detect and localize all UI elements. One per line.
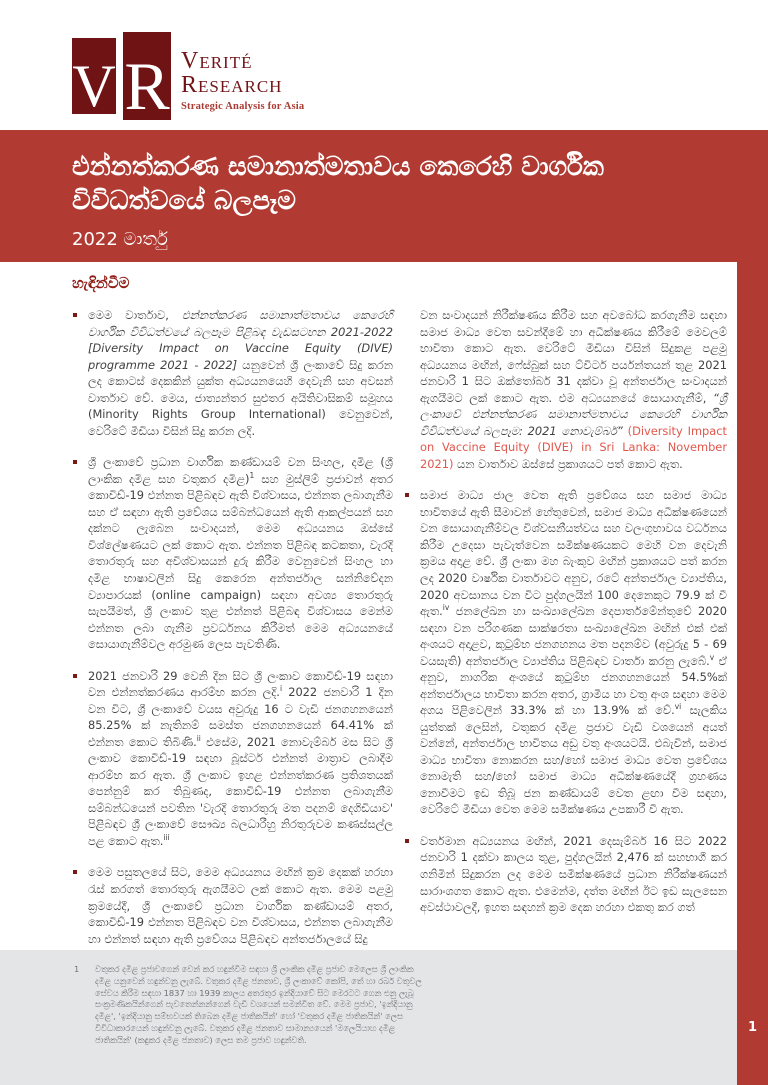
bullet-marker (405, 839, 409, 843)
logo-square-v (72, 38, 116, 119)
body-text: එසේම, 2021 නොවැම්බර් මස සිට ශ්‍රී ලංකාව කොවිඩ්-19 සඳහා බූස්ටර් එන්නත් මාත්‍රාව ලබාදීම ආරම්භ කර ඇත. ශ්‍රී ලංකාව ඉහළ එන්නත්කරණ ප්‍රතිශතයක් පෙන්නුම් කර තිබුණද, කොවිඩ්-19 එන්නත ලබාගැනීම සම්බන්ධයෙන් පවතින 'වැරදි තොරතුරු මත පදනම් දෙගිඩියාව' පිළිබඳව ශ්‍රී ලංකාවේ සෞඛ්‍ය බලධාරීහු නිරතුරුවම කණස්සල්ල පළ කොට ඇත. (88, 734, 393, 848)
body-text: ශ්‍රී ලංකාවේ ප්‍රධාන වාර්ගික කණ්ඩායම් වන සිංහල, දමිළ (ශ්‍රී ලාංකික දමිළ සහ වතුකර දමිළ) (88, 455, 393, 486)
logo-letter-r: R (124, 48, 170, 124)
body-text: ජනලේඛන හා සංඛ්‍යාලේඛන දෙපාර්තමේන්තුවේ 2020 සඳහා වන පරිගණක සාක්ෂරතා සංඛ්‍යාලේඛන මඟින් එක් එක් අංශයට අදාළව, කුටුම්භ ජනගහනය මත පදනම්ව (අවුරුදු 5 - 69 වයසැති) අන්තර්ජාල ව්‍යාප්තිය පිළිබඳව වාර්තා කරනු ලැබේ. (420, 604, 727, 668)
report-link[interactable]: (Diversity Impact on Vaccine Equity (DIVE) in Sri Lanka: November 2021) (420, 423, 727, 471)
endnote-reference: ii (196, 733, 201, 743)
body-text: 2021 ජනවාරි 29 වෙනි දින සිට ශ්‍රී ලංකාව කොවිඩ්-19 සඳහා වන එන්නත්කරණය ආරම්භ කරන ලදි. (88, 668, 393, 700)
body-text: මෙම පසුතලයේ සිට, මෙම අධ්‍යයනය මඟින් ක්‍රම දෙකක් හරහා රැස් කරගත් තොරතුරු ඇගයීමට ලක් කොට ඇත. මෙම පළමු ක්‍රමයේදී, ශ්‍රී ලංකාවේ ප්‍රධාන වාර්ගික කණ්ඩායම් අතර, කොවිඩ්-19 එන්නත පිළිබඳව වන විශ්වාසය, එන්නත ලබාගැනීම හා එන්නත් සඳහා ඇති ප්‍රවේශය පිළිබඳව අන්තර්ජාලයේ සිදු (88, 865, 393, 946)
report-date: 2022 මාර්තු (72, 228, 168, 250)
body-text: සමාජ මාධ්‍ය ජාල වෙත ඇති ප්‍රවේශය සහ සමාජ මාධ්‍ය භාවිතයේ ඇති සීමාවන් හේතුවෙන්, සමාජ මාධ්‍ය අධීක්ෂණයෙන් වන සොයාගැනීම්වල විශ්වසනීයත්වය සහ වලංගුභාවය වර්ධනය කිරීම උදෙසා පැවැත්වෙන සමීක්ෂණයකට මෙහි වන දෙවැනි ක්‍රමය අදාළ වේ. ශ්‍රී ලංකා මහ බැංකුව මඟින් ප්‍රකාශයට පත් කරන ලද 2020 වාර්ෂික වාර්තාවට අනුව, රටේ අන්තර්ජාල ව්‍යාප්තිය, 2020 අවසානය වන විට පුද්ගලයින් 100 දෙනෙකුට 79.9 ක් වී ඇත. (420, 488, 727, 619)
bullet-paragraph (404, 487, 727, 818)
left-column (72, 307, 393, 962)
logo-square-r (123, 32, 171, 124)
logo-tagline: Strategic Analysis for Asia (181, 101, 305, 113)
body-text: යනුවෙන් ශ්‍රී ලංකාවේ සිදු කරන ලද කොටස් දෙකකින් යුක්ත අධ්‍යයනයෙහි දෙවැනි සහ අවසන් වාර්තාව වේ. මෙය, ජාත්‍යන්තර සුළුතර අයිතිවාසිකම් සමූහය (Minority Rights Group International) වෙනුවෙන්, වෙරිටේ මීඩියා විසින් සිදු කරන ලදි. (88, 357, 393, 438)
bullet-paragraph (404, 833, 727, 916)
logo-letter-v: V (72, 53, 116, 119)
bullet-marker (73, 460, 77, 464)
right-column (404, 307, 727, 962)
page-number: 1 (747, 1020, 758, 1035)
report-title (72, 151, 708, 219)
footnote (74, 964, 426, 1046)
bullet-paragraph (72, 454, 393, 652)
body-text: සැලකිය යුත්තක් ලෙසින්, වතුකර දමිළ ප්‍රජාව වැඩි වශයෙන් අයත් වන්නේ, අන්තර්ජාල භාවිතය අඩු වතු අංශයටයි. එබැවින්, සමාජ මාධ්‍ය භාවිතා නොකරන සහ/හෝ සමාජ මාධ්‍ය වෙත ප්‍රවේශය නොමැති සහ/හෝ සමාජ මාධ්‍ය අධීක්ෂණයේදී ග්‍රහණය නොවීමට ඉඩ තිබූ ජන කණ්ඩායම් වෙත ළඟා වීම සඳහා, වෙරිටේ මීඩියා වෙත මෙම සමීක්ෂණය උපකාරී වී ඇත. (420, 703, 728, 817)
body-text: මෙම වාර්තාව, (88, 308, 182, 322)
verite-research-logo (72, 32, 305, 124)
report-title-line2: විවිධත්වයේ බලපෑම (72, 185, 296, 216)
logo-text (181, 32, 304, 112)
logo-name-line2: Research (181, 71, 283, 98)
bullet-paragraph (72, 668, 393, 850)
body-text: 2022 ජනවාරි 1 දින වන විට, ශ්‍රී ලංකාවේ වයස අවුරුදු 16 ට වැඩි ජනගහනයෙන් 85.25% ක් නැතිනම් සමස්ත ජනගහනයෙන් 64.41% ක් එන්නත කොට තිබිණි. (88, 685, 393, 749)
bullet-paragraph (72, 307, 393, 439)
italic-text: එන්නත්කරණ සමානාත්මතාවය කෙරෙහි වාර්ගික විවිධත්වයේ බලපෑම පිළිබඳ වැඩසටහන 2021-2022 [Diversity Impact on Vaccine Equity (DIVE) programme 2021 - 2022] (88, 308, 393, 372)
report-title-line1: එන්නත්කරණ සමානාත්මතාවය කෙරෙහි වාර්ගික (72, 152, 604, 182)
body-text: ඒ අනුව, නාගරික අංශයේ කුටුම්භ ජනගහනයෙන් 54.5%ක් අන්තර්ජාලය භාවිතා කරන අතර, ග්‍රාමීය හා වතු අංශ සඳහා මෙම අගය පිළිවෙලින් 33.3% ක් හා 13.9% ක් වේ. (420, 653, 727, 718)
footnote-text: වතුකර දමිළ ප්‍රජාවගෙන් වෙන් කර හඳුන්වීම සඳහා ශ්‍රී ලාංකික දමිළ ප්‍රජාව මෙලෙස ශ්‍රී ලාංකික දමිළ යනුවෙන් හඳුන්වනු ලැබේ. වතුකර දමිළ ජනතාව, ශ්‍රී ලංකාවේ කෝපි, තේ හා රබර් වතුවල සේවය කිරීම සඳහා 1837 හා 1939 කාලය අතරතුර ඉන්දියාවේ සිට මෙරටට ගෙන එනු ලැබූ සංක්‍රමණිකයින්ගෙන් පැවතෙන්නන්ගෙන් වැඩි වශයෙන් සමන්විත වේ. මෙම ප්‍රජාව, 'ඉන්දියානු දමිළ', 'ඉන්දියානු සම්භවයක් තිබෙන දමිළ ජාතිකයින්' හෝ 'වතුකර දමිළ ජාතිකයින්' ලෙස විවිධාකාරයෙන් හඳුන්වනු ලැබේ. වතුකර දමිළ ජනතාව සාමාන්‍යයෙන් 'මලෙයියාහ දමිළ ජාතිකයින්' (කඳුකර දමිළ ජනතාව) ලෙස තම ප්‍රජාව හඳුන්වති. (95, 964, 422, 1045)
body-text: වන සංවාදයන් නිරීක්ෂණය කිරීම සහ අවබෝධ කරගැනීම සඳහා සමාජ මාධ්‍ය වෙත සවන්දීමේ හා අධීක්ෂණය කිරීමේ මෙවලම් භාවිතා කොට ඇත. වෙරිටේ මීඩියා විසින් සිදුකළ පළමු අධ්‍යයනය මඟින්, ෆේස්බුක් සහ ට්විටර් පර්යන්තයන් තුළ 2021 ජනවාරි 1 සිට ඔක්තෝබර් 31 දක්වා වූ අන්තර්ජාල සංවාදයන් ඇගයීමට ලක් කොට ඇත. එම අධ්‍යයනයේ සොයාගැනීම්, (420, 308, 727, 405)
endnote-reference: i (279, 684, 283, 694)
body-columns (72, 307, 727, 962)
section-heading-introduction: හැඳින්වීම (72, 274, 130, 292)
endnote-reference: 1 (249, 470, 255, 480)
bullet-marker (405, 493, 409, 497)
right-red-strip (737, 262, 768, 1085)
endnote-reference: iii (163, 833, 170, 843)
body-text: යන වාර්තාව ඔස්සේ ප්‍රකාශයට පත් කොට ඇත. (453, 456, 683, 471)
body-text: වර්තමාන අධ්‍යයනය මඟින්, 2021 දෙසැම්බර් 16 සිට 2022 ජනවාරි 1 දක්වා කාලය තුළ, පුද්ගලයින් 2,476 ක් සහභාගී කර ගනිමින් සිදුකරන ලද මෙම සමීක්ෂණයේ ප්‍රධාන නිරීක්ෂණයන් සාරාංශගත කොට ඇත. එමෙන්ම, දත්ත මඟින් ඊට ඉඩ සැලසෙන අවස්ථාවලදී, ඉහත සඳහන් ක්‍රම දෙක හරහා එකතු කර ගත් (420, 833, 727, 915)
continuation-paragraph (404, 307, 727, 472)
endnote-reference: v (709, 652, 715, 662)
italic-text: “ශ්‍රී ලංකාවේ එන්නත්කරණ සමානාත්මතාවය කෙරෙහි වාර්ගික විවිධත්වයේ බලපෑම: 2021 නොවැම්බර්” (420, 390, 727, 438)
footnote-number: 1 (74, 964, 80, 974)
bullet-paragraph (72, 864, 393, 947)
bullet-marker (73, 870, 77, 874)
bullet-marker (73, 674, 77, 678)
title-banner (0, 130, 768, 262)
endnote-reference: iv (442, 603, 450, 613)
body-text: සහ මුස්ලිම් ප්‍රජාවන් අතර කොවිඩ්-19 එන්නත පිළිබඳව ඇති විශ්වාසය, එන්නත ලබාගැනීම සහ ඒ සඳහා ඇති ප්‍රවේශය සම්බන්ධයෙන් ඇති ආකල්පයන් සහ දක්නට ලැබෙන සංවාදයන්, මෙම අධ්‍යයනය ඔස්සේ විශ්ලේෂණයට ලක් කොට ඇත. එන්නත පිළිබඳ කටකතා, වැරදි තොරතුරු සහ අවිශ්වාසයන් දුරු කිරීම වෙනුවෙන් සිංහල හා දමිළ භාෂාවලින් සිදු කෙරෙන අන්තර්ජාල සන්නිවේදන ව්‍යාපාරයක් (online campaign) සඳහා අවශ්‍ය තොරතුරු සැපයීමත්, ශ්‍රී ලංකාව තුළ එන්නත් පිළිබඳ විශ්වාසය මෙන්ම එන්නත ලබා ගැනීම ප්‍රවර්ධනය කිරීමත් මෙම අධ්‍යයනයේ සොයාගැනීම්වල අරමුණ ලෙස පැවතිණි. (88, 471, 394, 652)
footer-area (0, 950, 737, 1085)
bullet-marker (73, 313, 77, 317)
endnote-reference: vi (674, 702, 682, 712)
logo-name-line1: Verité (181, 48, 253, 74)
